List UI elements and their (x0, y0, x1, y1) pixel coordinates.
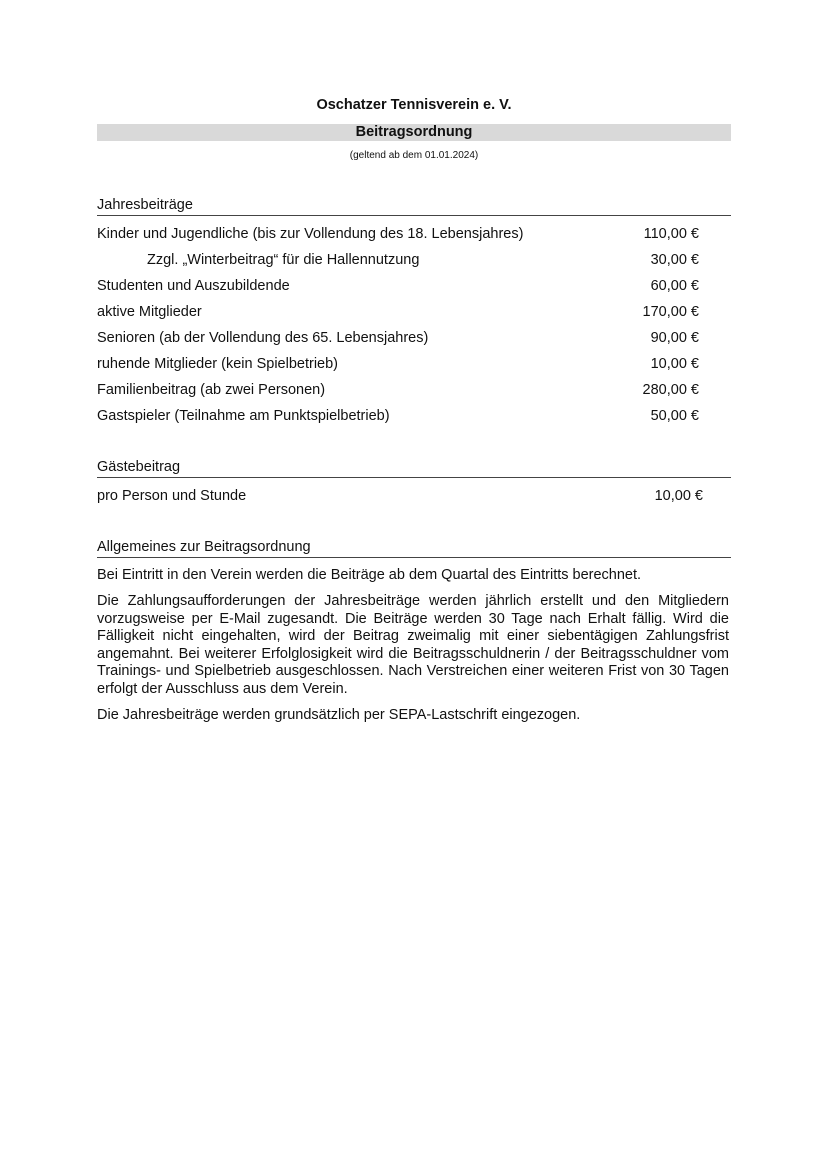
organization-name: Oschatzer Tennisverein e. V. (316, 97, 512, 113)
fee-value: 90,00 € (650, 330, 699, 346)
fee-row (97, 330, 731, 350)
fee-value: 50,00 € (650, 408, 699, 424)
fee-row (97, 408, 731, 428)
validity-note: (geltend ab dem 01.01.2024) (349, 150, 479, 161)
fee-row (97, 278, 731, 298)
section-heading-guest-fee: Gästebeitrag (97, 459, 731, 478)
fee-label: Senioren (ab der Vollendung des 65. Lebensjahres) (97, 330, 429, 346)
fee-label: Kinder und Jugendliche (bis zur Vollendung des 18. Lebensjahres) (97, 226, 524, 242)
fee-row (97, 356, 731, 376)
fee-value: 10,00 € (650, 356, 699, 372)
fee-value: 30,00 € (650, 252, 699, 268)
fee-row (97, 304, 731, 324)
section-heading-general: Allgemeines zur Beitragsordnung (97, 539, 731, 558)
section-heading-annual-fees: Jahresbeiträge (97, 197, 731, 216)
paragraph-entry: Bei Eintritt in den Verein werden die Beiträge ab dem Quartal des Eintritts berechnet. (97, 567, 642, 583)
paragraph-sepa: Die Jahresbeiträge werden grundsätzlich per SEPA-Lastschrift eingezogen. (97, 707, 581, 723)
fee-value: 280,00 € (642, 382, 699, 398)
fee-label: ruhende Mitglieder (kein Spielbetrieb) (97, 356, 338, 372)
paragraph-payment-terms: Die Zahlungsaufforderungen der Jahresbeiträge werden jährlich erstellt und den Mitgliedern vorzugsweise per E-Mail zugesandt. Die Beiträge werden 30 Tage nach Erhalt fällig. Wird die Fälligkeit nicht eingehalten, wird der Beitrag zweimalig mit einer siebentägigen Zahlungsfrist angemahnt. Bei weiterer Erfolglosigkeit wird die Beitragsschuldnerin / der Beitragsschuldner vom Trainings- und Spielbetrieb ausgeschlossen. Nach Verstreichen einer weiteren Frist von 30 Tagen erfolgt der Ausschluss aus dem Verein. (97, 593, 729, 697)
fee-row (97, 488, 731, 508)
fee-row (97, 382, 731, 402)
fee-label: Gastspieler (Teilnahme am Punktspielbetrieb) (97, 408, 390, 424)
fee-row (97, 252, 731, 272)
fee-label: aktive Mitglieder (97, 304, 202, 320)
fee-label: pro Person und Stunde (97, 488, 247, 504)
fee-label: Zzgl. „Winterbeitrag“ für die Hallennutzung (147, 252, 420, 268)
fee-label: Studenten und Auszubildende (97, 278, 290, 294)
fee-value: 170,00 € (642, 304, 699, 320)
fee-value: 60,00 € (650, 278, 699, 294)
fee-label: Familienbeitrag (ab zwei Personen) (97, 382, 326, 398)
fee-row (97, 226, 731, 246)
fee-value: 110,00 € (643, 226, 699, 242)
document-title: Beitragsordnung (97, 124, 731, 141)
fee-value: 10,00 € (654, 488, 703, 504)
